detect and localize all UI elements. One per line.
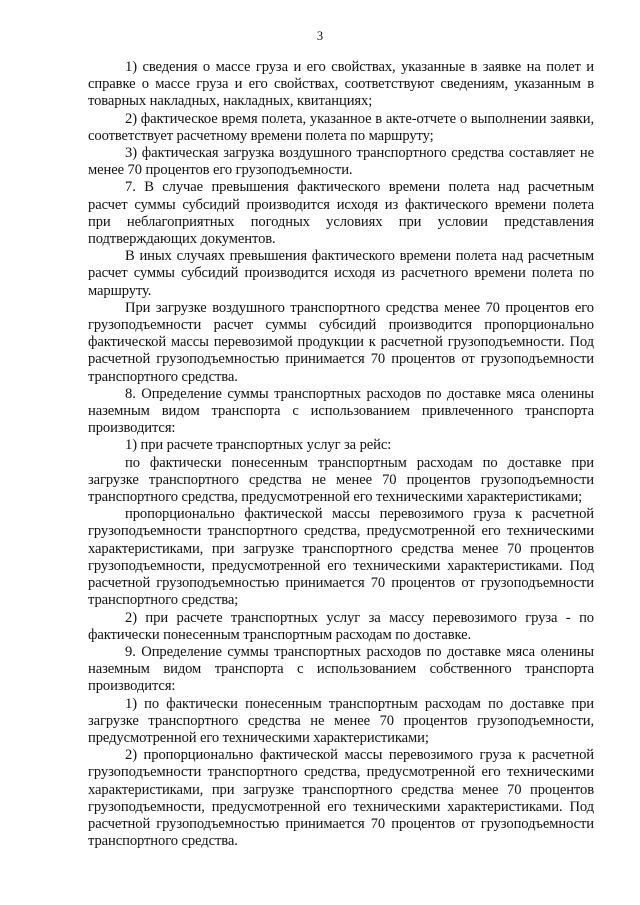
- paragraph-clause-8: 8. Определение суммы транспортных расходов по доставке мяса оленины наземным видом транспорта с использованием привлеченного транспорта производится:: [88, 385, 594, 437]
- paragraph-clause-9-2: 2) пропорционально фактической массы перевозимого груза к расчетной грузоподъемности транспортного средства, предусмотренной его техническими характеристиками, при загрузке транспортного средства менее 70 процентов грузоподъемности, предусмотренной его техническими характеристиками. Под расчетной грузоподъемностью принимается 70 процентов от грузоподъемности транспортного средства.: [88, 747, 594, 850]
- paragraph-clause-9-1: 1) по фактически понесенным транспортным расходам по доставке при загрузке транспортного средства не менее 70 процентов грузоподъемности, предусмотренной его техническими характеристиками;: [88, 695, 594, 746]
- paragraph-clause-7: 7. В случае превышения фактического времени полета над расчетным расчет суммы субсидий производится исходя из фактического времени полета при неблагоприятных погодных условиях при условии представления подтверждающих документов.: [88, 179, 594, 248]
- paragraph-clause-7-load: При загрузке воздушного транспортного средства менее 70 процентов его грузоподъемности расчет суммы субсидий производится пропорционально фактической массы перевозимой продукции к расчетной грузоподъемности. Под расчетной грузоподъемностью принимается 70 процентов от грузоподъемности транспортного средства.: [88, 299, 594, 385]
- page-number: 3: [316, 29, 324, 43]
- paragraph-clause-8-1-actual: по фактически понесенным транспортным расходам по доставке при загрузке транспортного средства не менее 70 процентов грузоподъемности транспортного средства, предусмотренной его техническими характеристиками;: [88, 454, 594, 506]
- paragraph-clause-8-1: 1) при расчете транспортных услуг за рейс:: [125, 437, 392, 454]
- paragraph-clause-9: 9. Определение суммы транспортных расходов по доставке мяса оленины наземным видом транспорта с использованием собственного транспорта производится:: [88, 643, 594, 695]
- paragraph-clause-7-other-cases: В иных случаях превышения фактического времени полета над расчетным расчет суммы субсидий производится исходя из расчетного времени полета по маршруту.: [88, 248, 594, 299]
- document-body: [88, 59, 594, 850]
- paragraph-clause-6-1: 1) сведения о массе груза и его свойствах, указанные в заявке на полет и справке о массе груза и его свойствах, соответствуют сведениям, указанным в товарных накладных, накладных, квитанциях;: [88, 59, 594, 110]
- paragraph-clause-6-2: 2) фактическое время полета, указанное в акте-отчете о выполнении заявки, соответствует расчетному времени полета по маршруту;: [88, 110, 594, 144]
- paragraph-clause-8-2: 2) при расчете транспортных услуг за массу перевозимого груза - по фактически понесенным транспортным расходам по доставке.: [88, 609, 594, 643]
- paragraph-clause-8-1-proportional: пропорционально фактической массы перевозимого груза к расчетной грузоподъемности транспортного средства, предусмотренной его техническими характеристиками, при загрузке транспортного средства менее 70 процентов грузоподъемности, предусмотренной его техническими характеристиками. Под расчетной грузоподъемностью принимается 70 процентов от грузоподъемности транспортного средства;: [88, 506, 594, 609]
- paragraph-clause-6-3: 3) фактическая загрузка воздушного транспортного средства составляет не менее 70 процентов его грузоподъемности.: [88, 145, 594, 179]
